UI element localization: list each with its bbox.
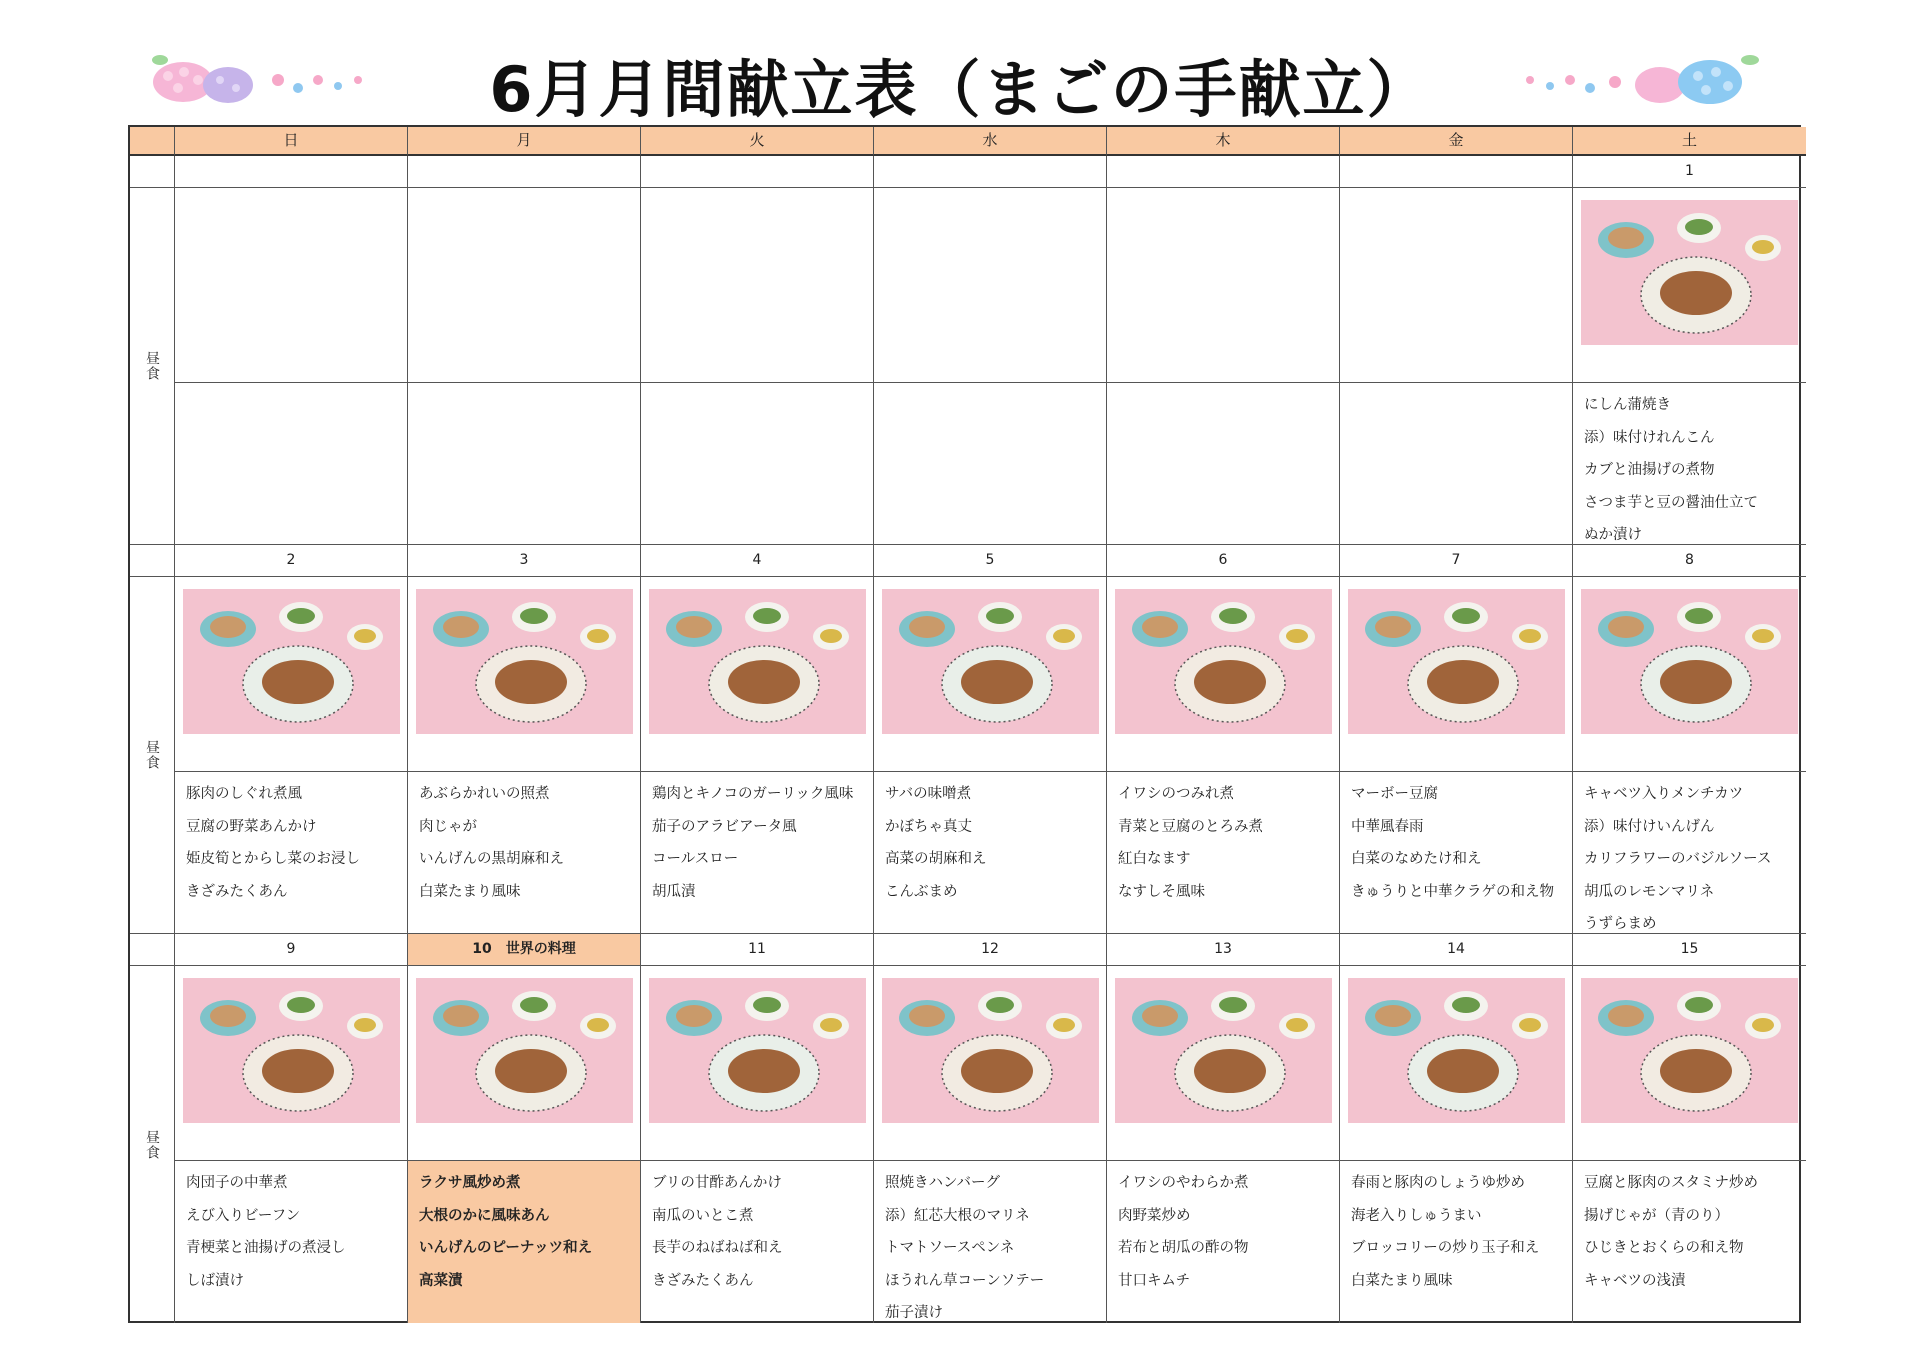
menu-item: ほうれん草コーンソテー bbox=[885, 1272, 1045, 1289]
menu-item: トマトソースペンネ bbox=[885, 1240, 1015, 1256]
meal-photo bbox=[649, 589, 866, 734]
photo-cell bbox=[1107, 577, 1340, 772]
meal-photo bbox=[1115, 978, 1332, 1123]
menu-item: 紅白なます bbox=[1118, 851, 1191, 867]
menu-item: ブリの甘酢あんかけ bbox=[652, 1175, 782, 1191]
date-cell: 4 bbox=[641, 545, 874, 577]
menu-item: 茄子漬け bbox=[885, 1305, 943, 1321]
date-cell: 12 bbox=[874, 934, 1107, 966]
menu-item: 茄子のアラビアータ風 bbox=[652, 818, 797, 835]
menu-item: きゅうりと中華クラゲの和え物 bbox=[1351, 883, 1554, 900]
date-cell: 11 bbox=[641, 934, 874, 966]
page-title: 6月月間献立表（まごの手献立） bbox=[489, 53, 1431, 126]
menu-cell bbox=[874, 383, 1107, 545]
menu-item: 豚肉のしぐれ煮風 bbox=[186, 786, 302, 802]
date-row-label bbox=[130, 934, 175, 966]
menu-cell bbox=[1340, 1161, 1573, 1323]
date-cell: 2 bbox=[175, 545, 408, 577]
photo-cell bbox=[641, 966, 874, 1161]
photo-cell bbox=[641, 577, 874, 772]
date-cell bbox=[641, 156, 874, 188]
weekday-header: 土 bbox=[1573, 127, 1806, 156]
photo-cell bbox=[1107, 966, 1340, 1161]
meal-photo bbox=[649, 978, 866, 1123]
menu-item: 長芋のねばねば和え bbox=[652, 1240, 783, 1256]
menu-item: ブロッコリーの炒り玉子和え bbox=[1351, 1240, 1540, 1256]
meal-photo bbox=[1581, 589, 1798, 734]
menu-item: ひじきとおくらの和え物 bbox=[1584, 1240, 1744, 1256]
menu-item: にしん蒲焼き bbox=[1584, 397, 1671, 413]
header-corner bbox=[130, 127, 175, 156]
menu-cell bbox=[408, 383, 641, 545]
date-cell: 10 世界の料理 bbox=[408, 934, 641, 966]
photo-cell bbox=[1573, 188, 1806, 383]
menu-item: キャベツの浅漬 bbox=[1584, 1272, 1686, 1289]
menu-item: 青梗菜と油揚げの煮浸し bbox=[186, 1240, 346, 1256]
menu-calendar-table bbox=[128, 125, 1801, 1323]
date-cell: 5 bbox=[874, 545, 1107, 577]
menu-item: 添）紅芯大根のマリネ bbox=[885, 1207, 1030, 1224]
meal-photo bbox=[1581, 200, 1798, 345]
photo-cell bbox=[1573, 966, 1806, 1161]
menu-item: 白菜のなめたけ和え bbox=[1351, 851, 1482, 867]
menu-item: 南瓜のいとこ煮 bbox=[652, 1207, 754, 1224]
menu-item: なすしそ風味 bbox=[1118, 883, 1205, 900]
photo-cell bbox=[175, 966, 408, 1161]
meal-photo bbox=[416, 589, 633, 734]
date-cell: 9 bbox=[175, 934, 408, 966]
menu-item: カリフラワーのバジルソース bbox=[1584, 851, 1772, 867]
photo-cell bbox=[1340, 577, 1573, 772]
photo-cell bbox=[1573, 577, 1806, 772]
menu-item: 豆腐の野菜あんかけ bbox=[186, 818, 317, 835]
menu-item: 肉団子の中華煮 bbox=[186, 1175, 288, 1191]
meal-photo bbox=[882, 589, 1099, 734]
date-cell: 15 bbox=[1573, 934, 1806, 966]
photo-cell bbox=[175, 577, 408, 772]
date-cell: 14 bbox=[1340, 934, 1573, 966]
menu-item: 青菜と豆腐のとろみ煮 bbox=[1118, 818, 1263, 835]
menu-cell bbox=[641, 1161, 874, 1323]
meal-label: 昼食 bbox=[130, 966, 175, 1323]
weekday-header: 金 bbox=[1340, 127, 1573, 156]
menu-cell bbox=[1340, 772, 1573, 934]
menu-item: 肉野菜炒め bbox=[1118, 1207, 1191, 1224]
meal-photo bbox=[1348, 589, 1565, 734]
menu-item: 春雨と豚肉のしょうゆ炒め bbox=[1351, 1175, 1525, 1191]
weekday-header: 水 bbox=[874, 127, 1107, 156]
menu-cell bbox=[1573, 1161, 1806, 1323]
menu-item: カブと油揚げの煮物 bbox=[1584, 462, 1715, 478]
menu-item: 揚げじゃが（青のり） bbox=[1584, 1207, 1729, 1224]
date-cell bbox=[874, 156, 1107, 188]
date-cell: 6 bbox=[1107, 545, 1340, 577]
menu-item: 姫皮筍とからし菜のお浸し bbox=[186, 851, 360, 867]
menu-item: 照焼きハンバーグ bbox=[885, 1175, 1000, 1191]
meal-photo bbox=[882, 978, 1099, 1123]
menu-item: 鶏肉とキノコのガーリック風味 bbox=[652, 786, 854, 802]
menu-item: 高菜の胡麻和え bbox=[885, 851, 987, 867]
photo-cell bbox=[874, 966, 1107, 1161]
menu-item: 白菜たまり風味 bbox=[419, 883, 521, 900]
menu-item: 高菜漬 bbox=[419, 1272, 463, 1289]
meal-photo bbox=[183, 978, 400, 1123]
menu-item: 大根のかに風味あん bbox=[419, 1207, 550, 1224]
menu-item: えび入りビーフン bbox=[186, 1207, 301, 1224]
menu-item: きざみたくあん bbox=[186, 883, 288, 900]
menu-item: イワシのつみれ煮 bbox=[1118, 786, 1234, 802]
menu-item: 中華風春雨 bbox=[1351, 818, 1424, 835]
photo-cell bbox=[175, 188, 408, 383]
menu-item: ぬか漬け bbox=[1584, 527, 1642, 543]
meal-photo bbox=[1581, 978, 1798, 1123]
menu-item: 若布と胡瓜の酢の物 bbox=[1118, 1240, 1249, 1256]
menu-item: さつま芋と豆の醤油仕立て bbox=[1584, 494, 1758, 511]
menu-cell bbox=[1107, 1161, 1340, 1323]
weekday-header: 木 bbox=[1107, 127, 1340, 156]
menu-item: きざみたくあん bbox=[652, 1272, 754, 1289]
date-cell bbox=[175, 156, 408, 188]
menu-item: サバの味噌煮 bbox=[885, 786, 972, 802]
meal-photo bbox=[1348, 978, 1565, 1123]
meal-photo bbox=[183, 589, 400, 734]
weekday-header: 火 bbox=[641, 127, 874, 156]
photo-cell bbox=[408, 188, 641, 383]
date-cell: 1 bbox=[1573, 156, 1806, 188]
photo-cell bbox=[1107, 188, 1340, 383]
menu-item: かぼちゃ真丈 bbox=[885, 818, 972, 835]
menu-cell bbox=[175, 772, 408, 934]
menu-item: イワシのやわらか煮 bbox=[1118, 1175, 1249, 1191]
date-cell bbox=[1107, 156, 1340, 188]
menu-cell bbox=[874, 772, 1107, 934]
weekday-header: 日 bbox=[175, 127, 408, 156]
photo-cell bbox=[874, 577, 1107, 772]
menu-cell bbox=[408, 1161, 641, 1323]
meal-label: 昼食 bbox=[130, 577, 175, 934]
menu-item: キャベツ入りメンチカツ bbox=[1584, 786, 1744, 802]
menu-item: こんぶまめ bbox=[885, 883, 958, 900]
menu-item: マーボー豆腐 bbox=[1351, 786, 1438, 802]
menu-cell bbox=[175, 383, 408, 545]
menu-item: 白菜たまり風味 bbox=[1351, 1272, 1453, 1289]
meal-photo bbox=[416, 978, 633, 1123]
date-cell: 8 bbox=[1573, 545, 1806, 577]
menu-cell bbox=[641, 772, 874, 934]
menu-cell bbox=[641, 383, 874, 545]
menu-item: しば漬け bbox=[186, 1272, 244, 1289]
menu-cell bbox=[1340, 383, 1573, 545]
photo-cell bbox=[641, 188, 874, 383]
menu-item: 肉じゃが bbox=[419, 818, 477, 835]
photo-cell bbox=[1340, 966, 1573, 1161]
weekday-header: 月 bbox=[408, 127, 641, 156]
date-cell: 13 bbox=[1107, 934, 1340, 966]
date-row-label bbox=[130, 545, 175, 577]
date-cell bbox=[1340, 156, 1573, 188]
menu-item: あぶらかれいの照煮 bbox=[419, 786, 550, 802]
menu-item: ラクサ風炒め煮 bbox=[419, 1175, 521, 1191]
menu-cell bbox=[175, 1161, 408, 1323]
menu-item: 胡瓜のレモンマリネ bbox=[1584, 883, 1715, 900]
meal-label: 昼食 bbox=[130, 188, 175, 545]
menu-item: いんげんのピーナッツ和え bbox=[419, 1240, 593, 1256]
menu-cell bbox=[1107, 772, 1340, 934]
date-cell: 3 bbox=[408, 545, 641, 577]
menu-cell bbox=[408, 772, 641, 934]
menu-item: 胡瓜漬 bbox=[652, 883, 696, 900]
menu-cell bbox=[874, 1161, 1107, 1323]
meal-photo bbox=[1115, 589, 1332, 734]
menu-cell bbox=[1573, 383, 1806, 545]
photo-cell bbox=[408, 966, 641, 1161]
photo-cell bbox=[874, 188, 1107, 383]
date-cell bbox=[408, 156, 641, 188]
menu-item: 添）味付けれんこん bbox=[1584, 429, 1715, 446]
date-cell: 7 bbox=[1340, 545, 1573, 577]
menu-item: 添）味付けいんげん bbox=[1584, 818, 1715, 835]
menu-item: 甘口キムチ bbox=[1118, 1272, 1191, 1289]
menu-item: いんげんの黒胡麻和え bbox=[419, 851, 564, 867]
date-row-label bbox=[130, 156, 175, 188]
menu-item: コールスロー bbox=[652, 851, 739, 867]
photo-cell bbox=[408, 577, 641, 772]
menu-item: 海老入りしゅうまい bbox=[1351, 1207, 1482, 1224]
menu-cell bbox=[1573, 772, 1806, 934]
menu-cell bbox=[1107, 383, 1340, 545]
menu-item: 豆腐と豚肉のスタミナ炒め bbox=[1584, 1175, 1758, 1191]
menu-item: うずらまめ bbox=[1584, 916, 1657, 932]
photo-cell bbox=[1340, 188, 1573, 383]
